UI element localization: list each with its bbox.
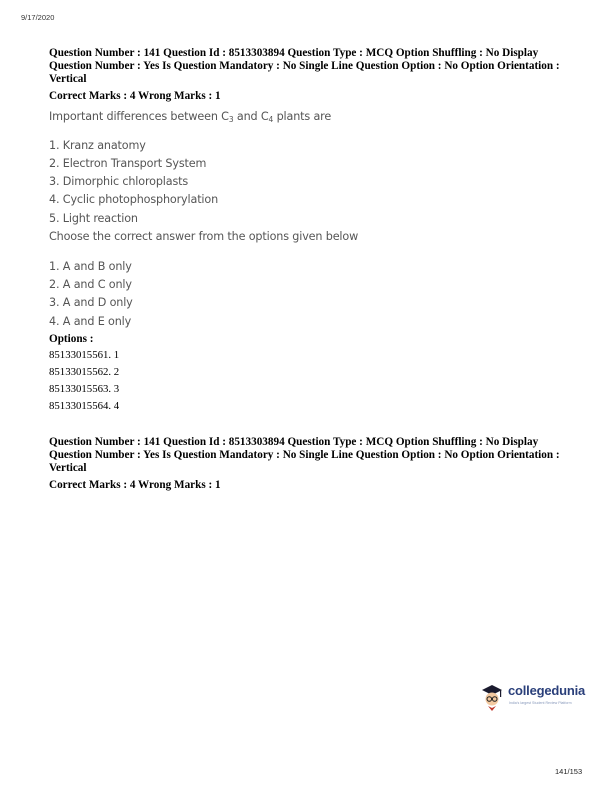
stem-subscript-3: 3 xyxy=(228,114,234,124)
stem-suffix: plants are xyxy=(273,109,332,123)
answer-choice: 4. A and E only xyxy=(49,314,132,328)
question-instruction: Choose the correct answer from the options given below xyxy=(49,229,359,243)
print-date: 9/17/2020 xyxy=(21,13,55,22)
option-id-list xyxy=(49,347,579,415)
option-id: 85133015562. 2 xyxy=(49,366,120,379)
question-marks: Correct Marks : 4 Wrong Marks : 1 xyxy=(49,478,221,491)
stem-subscript-4: 4 xyxy=(268,114,274,124)
answer-choice: 1. A and B only xyxy=(49,259,132,273)
logo-tagline: India's largest Student Review Platform xyxy=(509,701,572,705)
statement-item: 1. Kranz anatomy xyxy=(49,138,146,152)
statement-item: 5. Light reaction xyxy=(49,211,138,225)
options-title: Options : xyxy=(49,333,94,346)
statement-item: 2. Electron Transport System xyxy=(49,157,207,171)
question-stem xyxy=(49,110,579,124)
question-marks: Correct Marks : 4 Wrong Marks : 1 xyxy=(49,89,221,102)
question-header: Question Number : 141 Question Id : 8513303894 Question Type : MCQ Option Shuffling : No Display Question Number : Yes Is Question Mandatory : No Single Line Question Option : No Option Orientation : Vertical xyxy=(49,47,560,86)
statement-list xyxy=(49,137,579,228)
statement-item: 4. Cyclic photophosphorylation xyxy=(49,193,219,207)
question-header: Question Number : 141 Question Id : 8513303894 Question Type : MCQ Option Shuffling : No Display Question Number : Yes Is Question Mandatory : No Single Line Question Option : No Option Orientation : Vertical xyxy=(49,436,560,475)
option-id: 85133015563. 3 xyxy=(49,383,120,396)
question-block-1 xyxy=(49,47,579,415)
question-block-2 xyxy=(49,436,579,492)
answer-choice: 3. A and D only xyxy=(49,296,133,310)
logo-wordmark: collegedunia xyxy=(508,683,586,698)
stem-mid: and C xyxy=(233,109,269,123)
stem-prefix: Important differences between C xyxy=(49,109,229,123)
option-id: 85133015564. 4 xyxy=(49,400,120,413)
statement-item: 3. Dimorphic chloroplasts xyxy=(49,175,189,189)
option-id: 85133015561. 1 xyxy=(49,349,120,362)
answer-choice: 2. A and C only xyxy=(49,278,132,292)
page-number: 141/153 xyxy=(555,767,583,776)
answer-choice-list xyxy=(49,258,579,331)
